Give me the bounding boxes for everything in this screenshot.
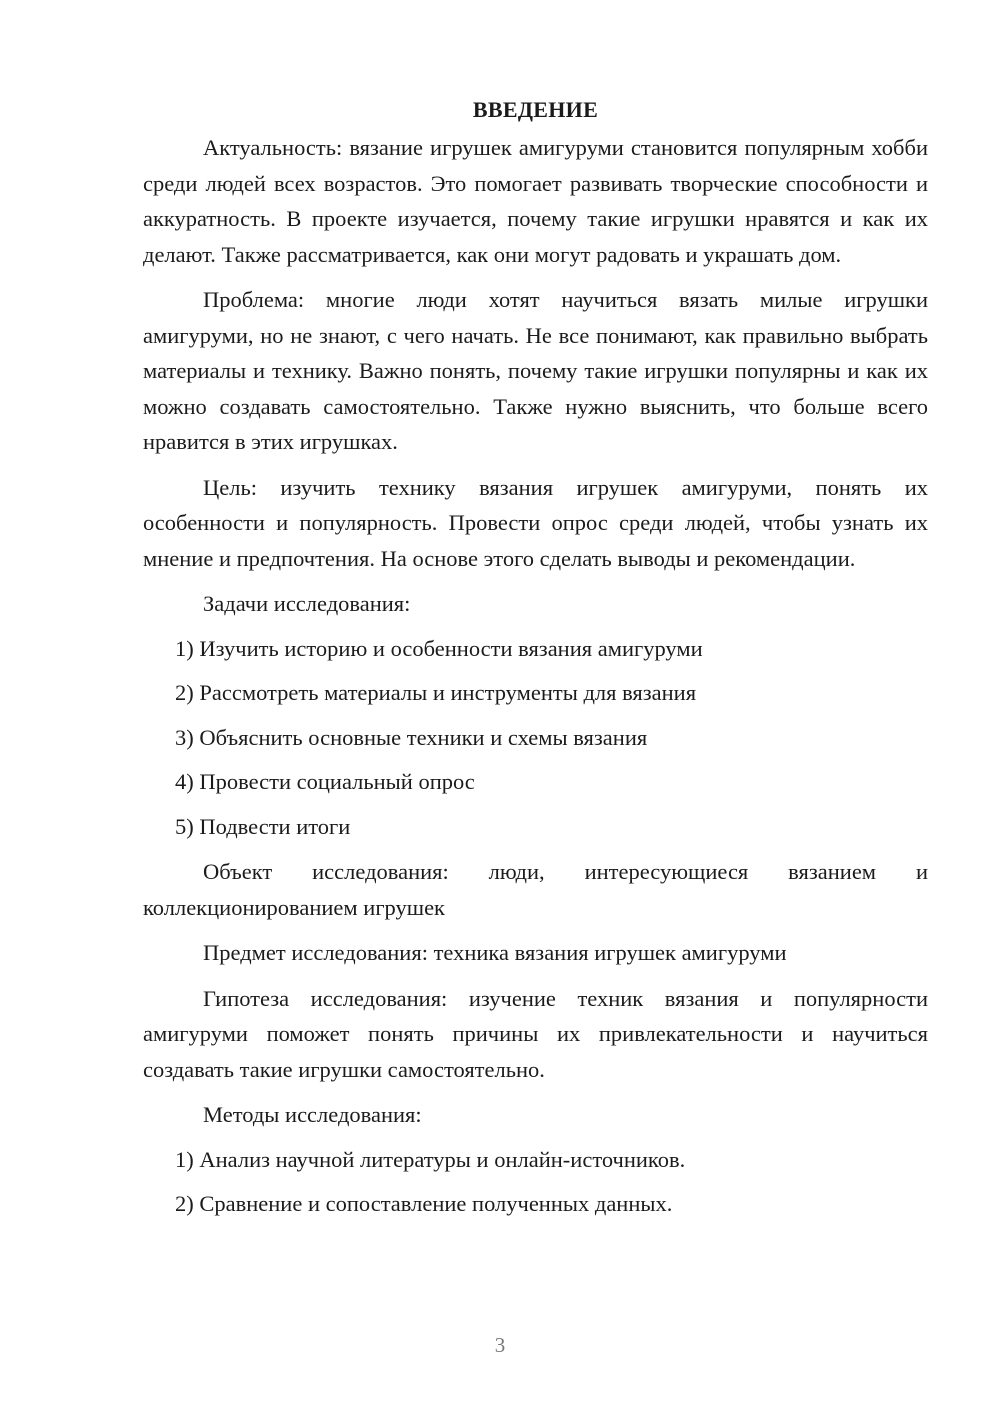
task-item-5: 5) Подвести итоги [175,813,351,839]
task-item-4: 4) Провести социальный опрос [175,769,475,794]
page-title: ВВЕДЕНИЕ [472,97,599,122]
task-item-3: 3) Объяснить основные техники и схемы вязания [175,724,648,750]
goal-paragraph: Цель: изучить технику вязания игрушек амигуруми, понять их особенности и популярность. Провести опрос среди людей, чтобы узнать их мнение и предпочтения. На основе этого сделать выводы и рекомендации. [143,474,928,571]
task-item-2: 2) Рассмотреть материалы и инструменты для вязания [175,680,697,705]
relevance-paragraph: Актуальность: вязание игрушек амигуруми становится популярным хобби среди людей всех возрастов. Это помогает развивать творческие способности и аккуратность. В проекте изучается, почему такие игрушки нравятся и как их делают. Также рассматривается, как они могут радовать и украшать дом. [143,135,928,267]
subject-paragraph: Предмет исследования: техника вязания игрушек амигуруми [203,940,787,965]
tasks-heading: Задачи исследования: [203,591,411,616]
method-item-2: 2) Сравнение и сопоставление полученных данных. [175,1191,673,1216]
page-number: 3 [494,1333,506,1357]
object-paragraph: Объект исследования: люди, интересующиеся вязанием и коллекционированием игрушек [143,859,928,920]
method-item-1: 1) Анализ научной литературы и онлайн-источников. [175,1146,686,1172]
document-page [143,92,928,1222]
methods-heading: Методы исследования: [203,1102,422,1127]
hypothesis-paragraph: Гипотеза исследования: изучение техник вязания и популярности амигуруми поможет понять причины их привлекательности и научиться создавать такие игрушки самостоятельно. [143,985,928,1082]
problem-paragraph: Проблема: многие люди хотят научиться вязать милые игрушки амигуруми, но не знают, с чего начать. Не все понимают, как правильно выбрать материалы и технику. Важно понять, почему такие игрушки популярны и как их можно создавать самостоятельно. Также нужно выяснить, что больше всего нравится в этих игрушках. [143,287,928,454]
task-item-1: 1) Изучить историю и особенности вязания амигуруми [175,635,703,661]
